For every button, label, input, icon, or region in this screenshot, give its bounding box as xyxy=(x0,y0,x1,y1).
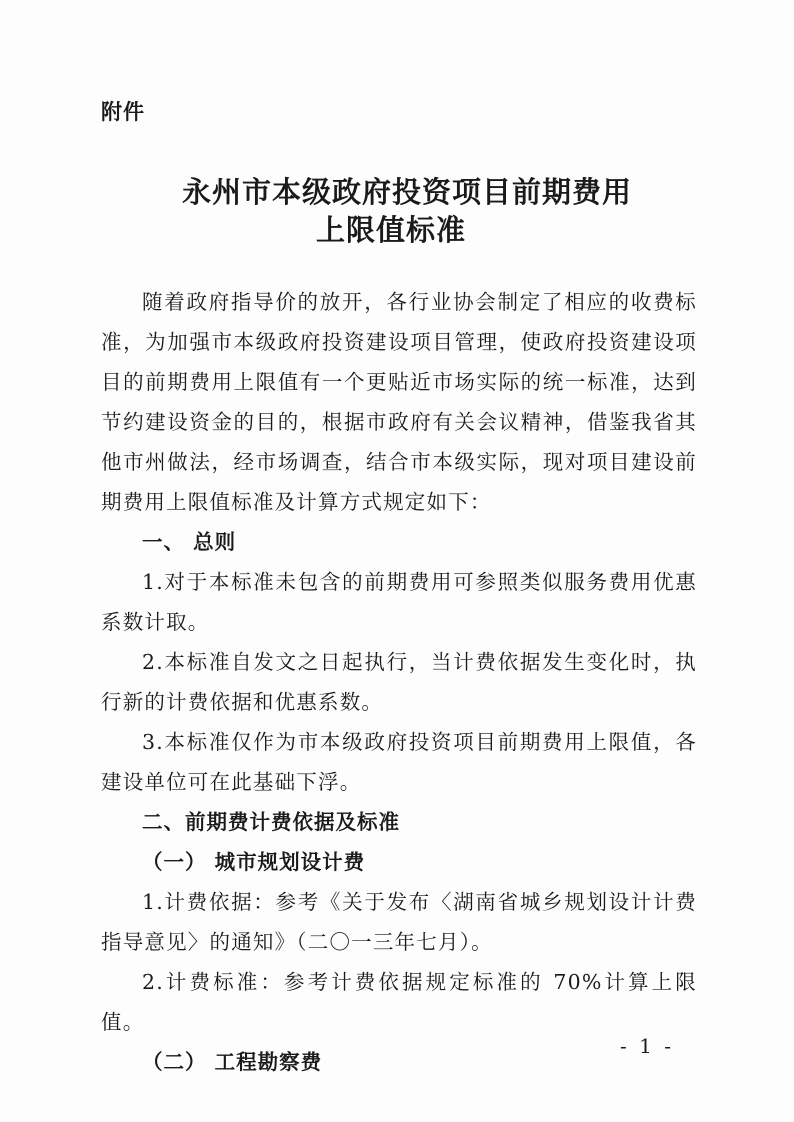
general-item-1: 1.对于本标准未包含的前期费用可参照类似服务费用优惠系数计取。 xyxy=(101,570,697,634)
section-heading-general: 一、 总则 xyxy=(142,530,237,554)
document-title-line1: 永州市本级政府投资项目前期费用 xyxy=(181,175,632,209)
attachment-label: 附件 xyxy=(101,100,145,124)
subsection-heading-survey: （二） 工程勘察费 xyxy=(142,1050,323,1074)
urban-planning-item-1: 1.计费依据：参考《关于发布〈湖南省城乡规划设计计费指导意见〉的通知》（二〇一三年七月）。 xyxy=(101,890,697,954)
general-item-3: 3.本标准仅作为市本级政府投资项目前期费用上限值，各建设单位可在此基础下浮。 xyxy=(101,730,697,794)
page-number: - 1 - xyxy=(620,1034,674,1058)
urban-planning-item-2: 2.计费标准：参考计费依据规定标准的 70%计算上限值。 xyxy=(101,970,697,1034)
general-item-2: 2.本标准自发文之日起执行，当计费依据发生变化时，执行新的计费依据和优惠系数。 xyxy=(101,650,697,714)
section-heading-fees: 二、前期费计费依据及标准 xyxy=(142,810,400,834)
intro-paragraph: 随着政府指导价的放开，各行业协会制定了相应的收费标准，为加强市本级政府投资建设项目管理，使政府投资建设项目的前期费用上限值有一个更贴近市场实际的统一标准，达到节约建设资金的目的，根据市政府有关会议精神，借鉴我省其他市州做法，经市场调查，结合市本级实际，现对项目建设前期费用上限值标准及计算方式规定如下： xyxy=(101,290,697,514)
document-body xyxy=(101,282,697,1082)
document-title-line2: 上限值标准 xyxy=(315,213,466,247)
subsection-heading-urban-planning: （一） 城市规划设计费 xyxy=(142,850,366,874)
